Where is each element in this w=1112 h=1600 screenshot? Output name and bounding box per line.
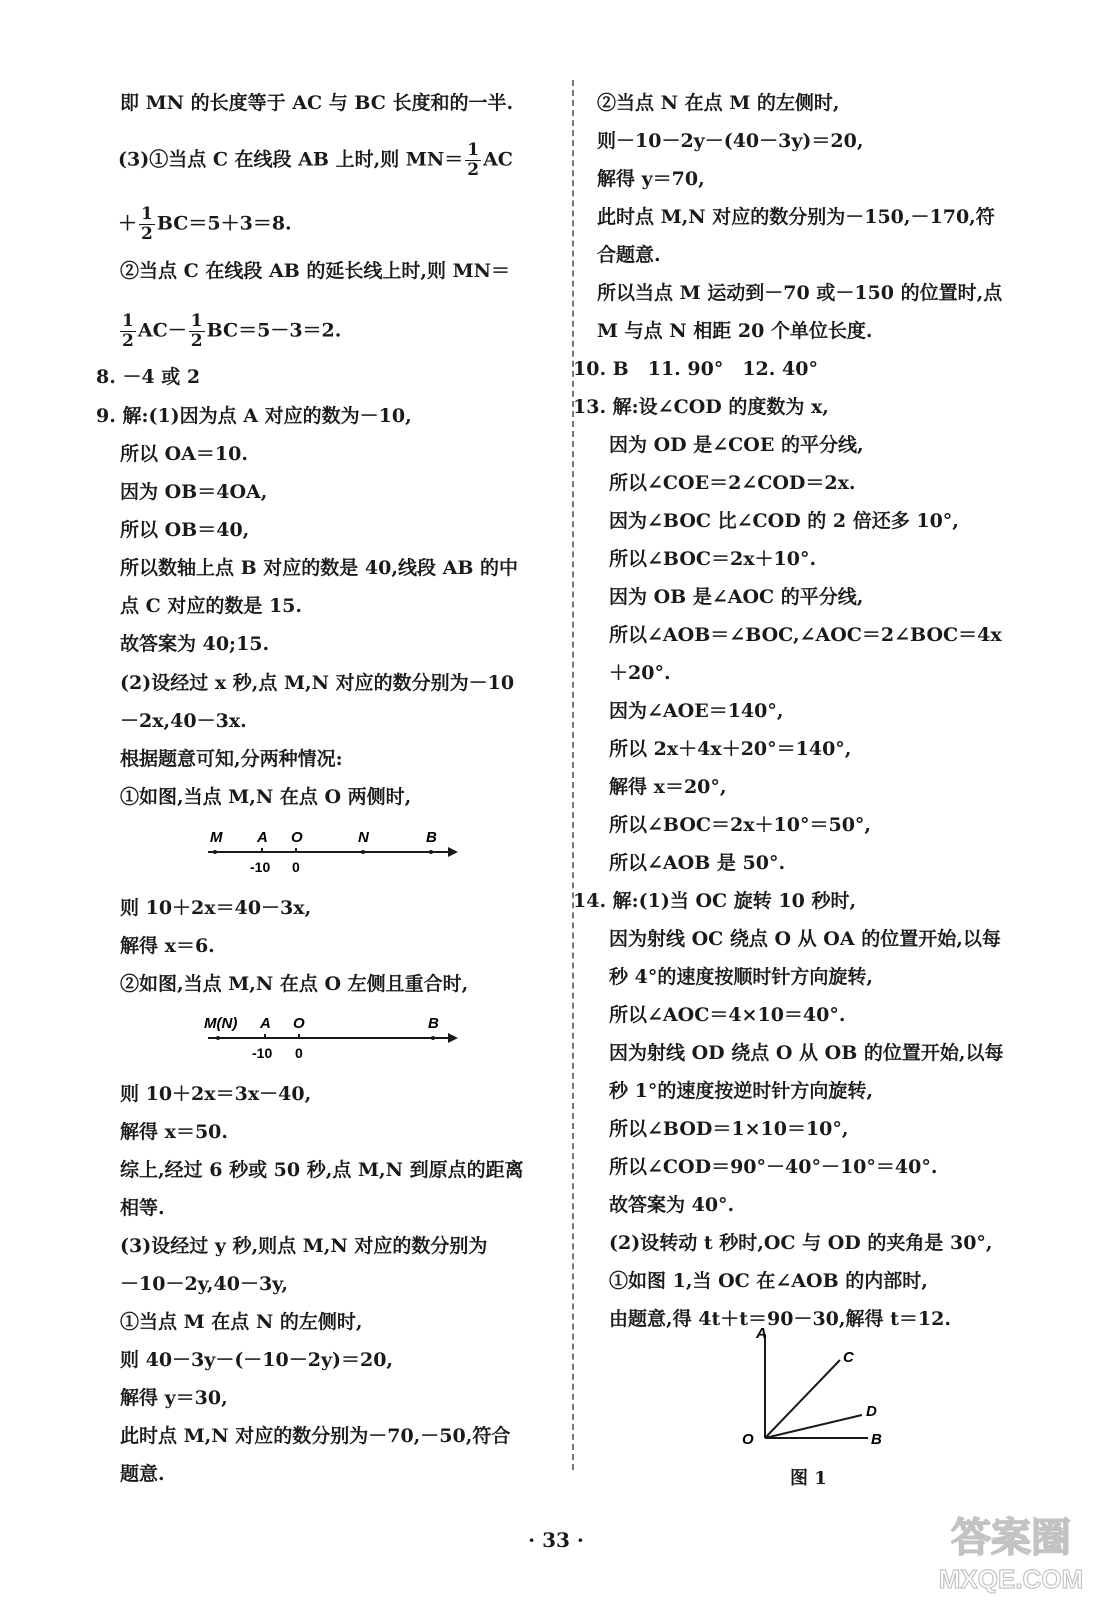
point-label: M(N) [204, 1015, 238, 1032]
text-segment: BC＝5－3＝2. [206, 319, 342, 342]
fraction [139, 205, 155, 244]
text-line: 因为 OB 是∠AOC 的平分线, [609, 586, 864, 608]
text-line: 14. 解:(1)当 OC 旋转 10 秒时, [573, 890, 857, 912]
text-line: 则 40－3y－(－10－2y)＝20, [120, 1349, 394, 1371]
text-line: ②如图,当点 M,N 在点 O 左侧且重合时, [120, 973, 469, 995]
text-line: 因为 OB＝4OA, [120, 481, 268, 503]
point-label: B [426, 829, 437, 846]
text-segment: AC [483, 148, 513, 171]
text-line: 所以 OB＝40, [120, 519, 250, 541]
text-line: 因为∠AOE＝140°, [609, 700, 784, 722]
text-line: ①如图,当点 M,N 在点 O 两侧时, [120, 786, 412, 808]
text-line: 此时点 M,N 对应的数分别为－150,－170,符 [597, 206, 995, 228]
text-line: 则－10－2y－(40－3y)＝20, [597, 130, 864, 152]
text-line: 因为∠BOC 比∠COD 的 2 倍还多 10°, [609, 510, 959, 532]
point-label-A: A [756, 1325, 767, 1342]
fraction-numerator: 1 [190, 311, 203, 331]
number-line-1 [200, 822, 470, 880]
point-label: A [260, 1015, 271, 1032]
text-line: 秒 4°的速度按顺时针方向旋转, [609, 966, 873, 988]
fraction [189, 312, 205, 351]
text-line: ②当点 C 在线段 AB 的延长线上时,则 MN＝ [120, 260, 511, 282]
text-line: 综上,经过 6 秒或 50 秒,点 M,N 到原点的距离 [120, 1159, 524, 1181]
fraction-numerator: 1 [122, 311, 134, 331]
arrow-head [448, 847, 458, 857]
text-line: 所以当点 M 运动到－70 或－150 的位置时,点 [597, 282, 1003, 304]
text-line: 解得 y＝70, [597, 168, 705, 190]
point-dot [216, 1036, 220, 1040]
text-line: 根据题意可知,分两种情况: [120, 748, 343, 770]
fraction-numerator: 1 [141, 204, 153, 224]
text-line: 解得 x＝6. [120, 935, 215, 957]
text-line: 解得 x＝50. [120, 1121, 228, 1143]
text-line: (2)设转动 t 秒时,OC 与 OD 的夹角是 30°, [609, 1232, 993, 1254]
text-line: 由题意,得 4t＋t＝90－30,解得 t＝12. [609, 1308, 951, 1330]
text-line: 所以∠AOC＝4×10＝40°. [609, 1004, 846, 1026]
text-segment: ＋ [118, 212, 138, 235]
text-line: 题意. [120, 1463, 165, 1485]
tick-label: 0 [295, 1045, 303, 1061]
point-label-D: D [866, 1403, 877, 1420]
text-line [118, 141, 513, 180]
text-line: 相等. [120, 1197, 165, 1219]
fraction-denominator: 2 [467, 160, 480, 180]
text-line: 因为射线 OC 绕点 O 从 OA 的位置开始,以每 [609, 928, 1001, 950]
text-line: 所以∠BOD＝1×10＝10°, [609, 1118, 849, 1140]
text-line: 所以∠BOC＝2x＋10°＝50°, [609, 814, 872, 836]
point-label-C: C [843, 1349, 854, 1366]
text-line: 所以∠AOB 是 50°. [609, 852, 786, 874]
text-line: (2)设经过 x 秒,点 M,N 对应的数分别为－10 [120, 672, 515, 694]
point-label: M [210, 829, 223, 846]
text-line: 点 C 对应的数是 15. [120, 595, 303, 617]
point-label-O: O [742, 1431, 754, 1448]
fraction-numerator: 1 [467, 140, 480, 160]
point-label: A [257, 829, 268, 846]
text-line: 13. 解:设∠COD 的度数为 x, [573, 396, 829, 418]
text-line: M 与点 N 相距 20 个单位长度. [597, 320, 873, 342]
page-number: · 33 · [528, 1528, 584, 1552]
text-line [118, 312, 341, 351]
text-line: ①当点 M 在点 N 的左侧时, [120, 1311, 363, 1333]
point-dot [429, 850, 433, 854]
fraction [120, 312, 136, 351]
text-line: －2x,40－3x. [120, 710, 247, 732]
column-divider [572, 80, 574, 1470]
tick-label: -10 [250, 859, 271, 875]
point-label: O [293, 1015, 305, 1032]
text-line: 所以数轴上点 B 对应的数是 40,线段 AB 的中 [120, 557, 518, 579]
figure-caption: 图 1 [790, 1468, 827, 1489]
text-line: 合题意. [597, 244, 661, 266]
point-dot [213, 850, 217, 854]
text-line [118, 205, 292, 244]
text-line: ①如图 1,当 OC 在∠AOB 的内部时, [609, 1270, 928, 1292]
point-label: B [428, 1015, 439, 1032]
text-line: 解得 x＝20°, [609, 776, 727, 798]
text-line: 则 10＋2x＝40－3x, [120, 897, 312, 919]
text-line: ＋20°. [609, 662, 671, 684]
number-line-2 [200, 1008, 470, 1066]
text-line: 所以∠COE＝2∠COD＝2x. [609, 472, 856, 494]
text-line: 10. B 11. 90° 12. 40° [573, 358, 818, 380]
text-line: 所以 2x＋4x＋20°＝140°, [609, 738, 852, 760]
ray-OC [765, 1360, 840, 1438]
fraction [465, 141, 481, 180]
text-line: 9. 解:(1)因为点 A 对应的数为－10, [96, 405, 412, 427]
watermark-logo [916, 1506, 1106, 1596]
text-segment: BC＝5＋3＝8. [156, 212, 292, 235]
point-dot [431, 1036, 435, 1040]
point-label: N [358, 829, 369, 846]
text-line: 所以∠BOC＝2x＋10°. [609, 548, 817, 570]
text-line: 故答案为 40°. [609, 1194, 735, 1216]
text-line: 故答案为 40;15. [120, 633, 270, 655]
text-line: 此时点 M,N 对应的数分别为－70,－50,符合 [120, 1425, 511, 1447]
point-label-B: B [871, 1431, 882, 1448]
text-line: －10－2y,40－3y, [120, 1273, 288, 1295]
text-line: 因为射线 OD 绕点 O 从 OB 的位置开始,以每 [609, 1042, 1004, 1064]
fraction-denominator: 2 [122, 331, 134, 351]
text-line: 秒 1°的速度按逆时针方向旋转, [609, 1080, 873, 1102]
text-line: 8. －4 或 2 [96, 366, 201, 388]
text-line: 所以∠COD＝90°－40°－10°＝40°. [609, 1156, 938, 1178]
ray-OD [765, 1415, 862, 1438]
text-line: 解得 y＝30, [120, 1387, 228, 1409]
text-line: 即 MN 的长度等于 AC 与 BC 长度和的一半. [120, 92, 514, 114]
text-line: ②当点 N 在点 M 的左侧时, [597, 92, 840, 114]
watermark-url: MXQE.COM [938, 1564, 1084, 1594]
tick-label: 0 [292, 859, 300, 875]
text-segment: AC－ [137, 319, 187, 342]
point-label: O [291, 829, 303, 846]
text-line: 所以 OA＝10. [120, 443, 248, 465]
text-line: 因为 OD 是∠COE 的平分线, [609, 434, 864, 456]
fraction-denominator: 2 [141, 224, 153, 244]
text-line: 所以∠AOB＝∠BOC,∠AOC＝2∠BOC＝4x [609, 624, 1002, 646]
arrow-head [448, 1033, 458, 1043]
tick-label: -10 [252, 1045, 273, 1061]
point-dot [361, 850, 365, 854]
figure-1-angles [730, 1320, 900, 1450]
watermark-title: 答案圈 [951, 1516, 1071, 1560]
text-line: 则 10＋2x＝3x－40, [120, 1083, 312, 1105]
text-line: (3)设经过 y 秒,则点 M,N 对应的数分别为 [120, 1235, 488, 1257]
fraction-denominator: 2 [190, 331, 203, 351]
text-segment: (3)①当点 C 在线段 AB 上时,则 MN＝ [118, 148, 464, 171]
